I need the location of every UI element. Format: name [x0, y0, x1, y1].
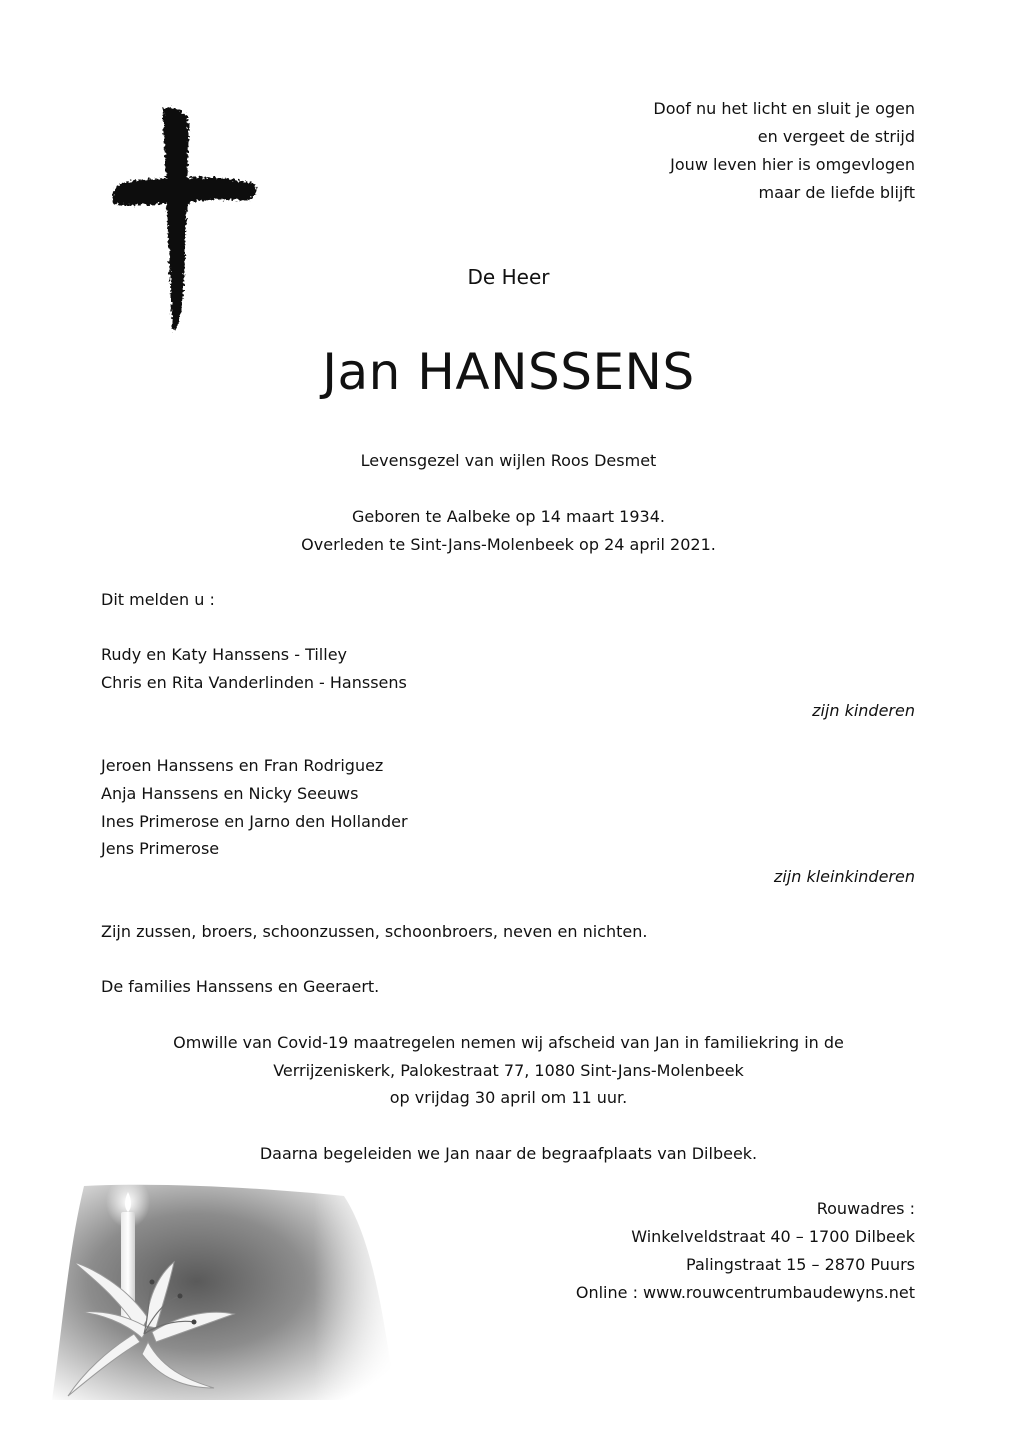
announce-line: Dit melden u :: [101, 590, 215, 609]
ceremony-line: Verrijzeniskerk, Palokestraat 77, 1080 Sint-Jans-Molenbeek: [273, 1061, 744, 1080]
poem: [653, 95, 915, 207]
address-online: Online : www.rouwcentrumbaudewyns.net: [575, 1283, 915, 1302]
address-line: Winkelveldstraat 40 – 1700 Dilbeek: [631, 1227, 915, 1246]
grandchild-name: Ines Primerose en Jarno den Hollander: [101, 812, 408, 831]
poem-line: Doof nu het licht en sluit je ogen: [653, 99, 915, 118]
siblings-line: Zijn zussen, broers, schoonzussen, schoonbroers, neven en nichten.: [101, 922, 648, 941]
grandchild-name: Anja Hanssens en Nicky Seeuws: [101, 784, 359, 803]
address-heading: Rouwadres :: [816, 1199, 915, 1218]
address-line: Palingstraat 15 – 2870 Puurs: [686, 1255, 915, 1274]
honorific: De Heer: [467, 265, 550, 289]
ceremony-line: op vrijdag 30 april om 11 uur.: [389, 1088, 628, 1107]
partner-line: Levensgezel van wijlen Roos Desmet: [360, 451, 657, 470]
grandchild-name: Jens Primerose: [101, 839, 220, 858]
families-line: De families Hanssens en Geeraert.: [101, 977, 380, 996]
grandchild-name: Jeroen Hanssens en Fran Rodriguez: [101, 756, 384, 775]
children-label: zijn kinderen: [812, 701, 915, 720]
died-line: Overleden te Sint-Jans-Molenbeek op 24 april 2021.: [301, 535, 716, 554]
poem-line: maar de liefde blijft: [758, 183, 915, 202]
child-name: Rudy en Katy Hanssens - Tilley: [101, 645, 348, 664]
born-line: Geboren te Aalbeke op 14 maart 1934.: [352, 507, 665, 526]
grandchildren-label: zijn kleinkinderen: [773, 867, 915, 886]
poem-line: en vergeet de strijd: [757, 127, 915, 146]
poem-line: Jouw leven hier is omgevlogen: [670, 155, 915, 174]
burial-line: Daarna begeleiden we Jan naar de begraafplaats van Dilbeek.: [259, 1144, 758, 1163]
deceased-name: Jan HANSSENS: [322, 343, 695, 401]
cross-icon: [108, 104, 260, 336]
lily-candle-icon: [44, 1182, 404, 1404]
ceremony-line: Omwille van Covid-19 maatregelen nemen wij afscheid van Jan in familiekring in de: [173, 1033, 844, 1052]
child-name: Chris en Rita Vanderlinden - Hanssens: [101, 673, 407, 692]
